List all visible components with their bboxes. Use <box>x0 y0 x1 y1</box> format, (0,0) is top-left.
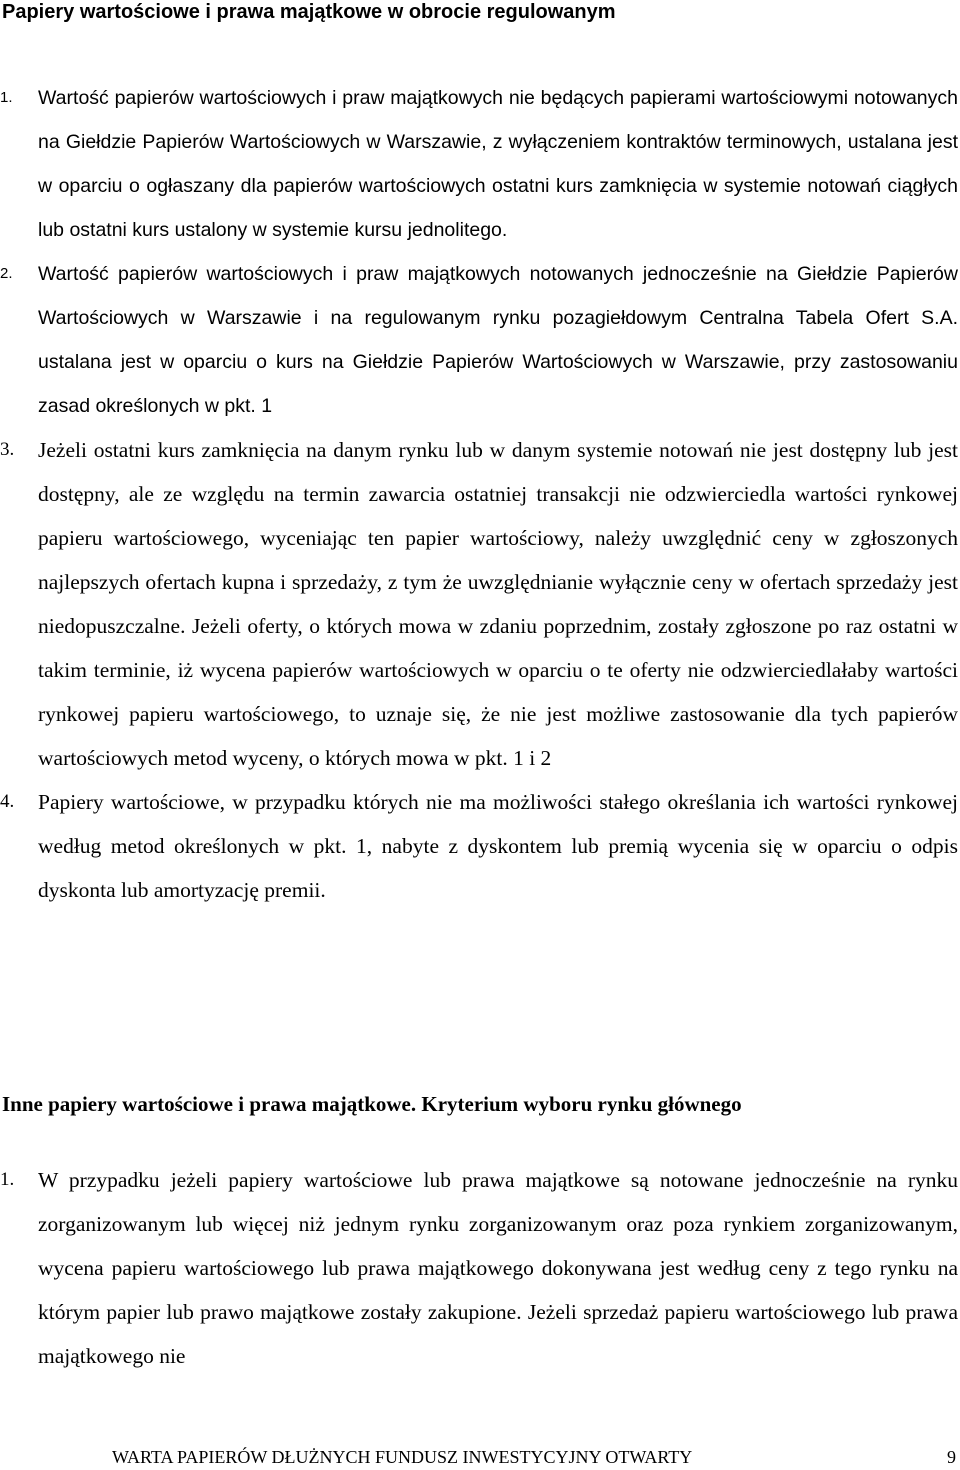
item-number: 3. <box>0 439 15 460</box>
list-item <box>0 252 958 428</box>
page-number: 9 <box>947 1447 956 1467</box>
item-text: Wartość papierów wartościowych i praw majątkowych notowanych jednocześnie na Giełdzie Papierów Wartościowych w Warszawie i na regulowanym rynku pozagiełdowym Centralna Tabela Ofert S.A. ustalana jest w oparciu o kurs na Giełdzie Papierów Wartościowych w Warszawie, przy zastosowaniu zasad określonych w pkt. 1 <box>38 263 958 417</box>
footer-fund-name: WARTA PAPIERÓW DŁUŻNYCH FUNDUSZ INWESTYCYJNY OTWARTY <box>112 1447 693 1467</box>
item-text: W przypadku jeżeli papiery wartościowe lub prawa majątkowe są notowane jednocześnie na rynku zorganizowanym lub więcej niż jednym rynku zorganizowanym oraz poza rynkiem zorganizowanym, wycena papieru wartościowego lub prawa majątkowego dokonywana jest według ceny z tego rynku na którym papier lub prawo majątkowe zostały zakupione. Jeżeli sprzedaż papieru wartościowego lub prawa majątkowego nie <box>38 1168 958 1368</box>
item-number: 1. <box>0 89 13 106</box>
item-number: 2. <box>0 265 13 282</box>
page-footer <box>112 1446 956 1468</box>
item-text: Wartość papierów wartościowych i praw majątkowych nie będących papierami wartościowymi notowanych na Giełdzie Papierów Wartościowych w Warszawie, z wyłączeniem kontraktów terminowych, ustalana jest w oparciu o ogłaszany dla papierów wartościowych ostatni kurs zamknięcia w systemie notowań ciągłych lub ostatni kurs ustalony w systemie kursu jednolitego. <box>38 87 958 241</box>
list-item <box>0 76 958 252</box>
section-title: Inne papiery wartościowe i prawa majątkowe. Kryterium wyboru rynku głównego <box>2 1092 742 1116</box>
list-item <box>0 1158 958 1378</box>
main-market-list <box>0 1158 958 1378</box>
section-title: Papiery wartościowe i prawa majątkowe w obrocie regulowanym <box>2 1 616 23</box>
item-number: 4. <box>0 791 15 812</box>
list-item <box>0 428 958 780</box>
item-number: 1. <box>0 1169 15 1190</box>
list-item <box>0 780 958 912</box>
item-text: Papiery wartościowe, w przypadku których nie ma możliwości stałego określania ich wartości rynkowej według metod określonych w pkt. 1, nabyte z dyskontem lub premią wycenia się w oparciu o odpis dyskonta lub amortyzację premii. <box>38 790 958 902</box>
regulated-market-list <box>0 76 958 912</box>
item-text: Jeżeli ostatni kurs zamknięcia na danym rynku lub w danym systemie notowań nie jest dostępny lub jest dostępny, ale ze względu na termin zawarcia ostatniej transakcji nie odzwierciedla wartości rynkowej papieru wartościowego, wyceniając ten papier wartościowy, należy uwzględnić ceny w zgłoszonych najlepszych ofertach kupna i sprzedaży, z tym że uwzględnianie wyłącznie ceny w ofertach sprzedaży jest niedopuszczalne. Jeżeli oferty, o których mowa w zdaniu poprzednim, zostały zgłoszone po raz ostatni w takim terminie, iż wycena papierów wartościowych w oparciu o te oferty nie odzwierciedlałaby wartości rynkowej papieru wartościowego, to uznaje się, że nie jest możliwe zastosowanie dla tych papierów wartościowych metod wyceny, o których mowa w pkt. 1 i 2 <box>38 438 958 770</box>
